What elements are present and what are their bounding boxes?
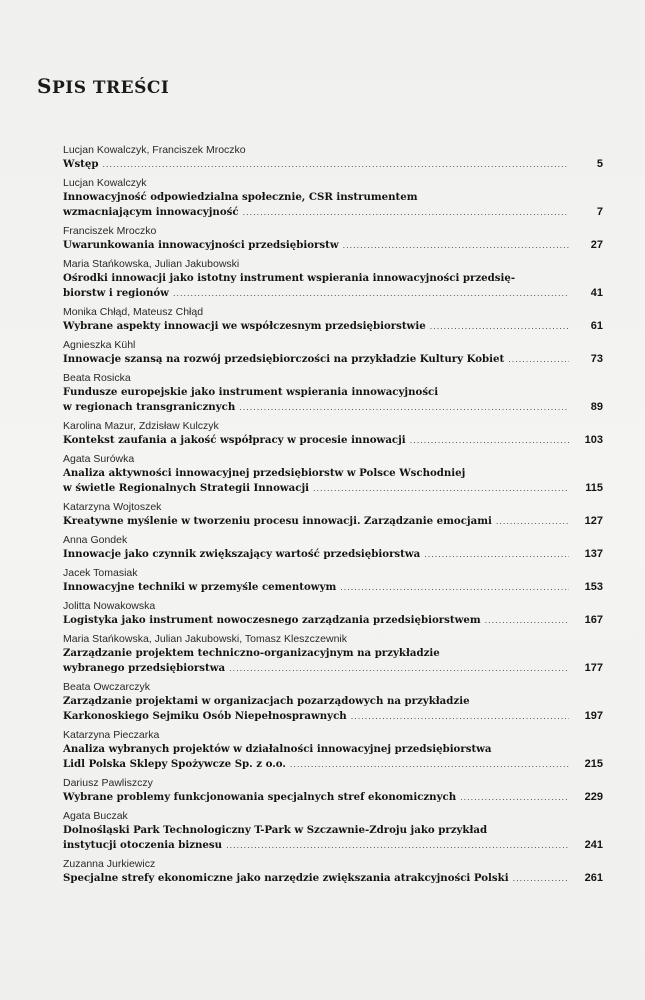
- entry-author: Agata Buczak: [63, 810, 128, 822]
- entry-author: Franciszek Mroczko: [63, 225, 157, 237]
- entry-title-row: [63, 205, 603, 220]
- leader-dots: [430, 319, 569, 334]
- page-number: 27: [590, 239, 603, 251]
- leader-dots: [239, 400, 569, 415]
- leader-dots: [173, 286, 569, 301]
- entry-title-line: Innowacyjne techniki w przemyśle cementowym: [63, 581, 337, 593]
- page-number: 177: [584, 662, 603, 674]
- toc-entry: [63, 257, 603, 301]
- toc-entry: [63, 338, 603, 367]
- toc-entry: [63, 533, 603, 562]
- page-number: 73: [590, 353, 603, 365]
- page-number: 215: [584, 758, 603, 770]
- entry-title-line: Specjalne strefy ekonomiczne jako narzędzie zwiększania atrakcyjności Polski: [63, 872, 509, 884]
- entry-title-line: wzmacniającym innowacyjność: [63, 206, 239, 218]
- entry-author: Jacek Tomasiak: [63, 567, 138, 579]
- page-number: 241: [584, 839, 603, 851]
- entry-title-line: Karkonoskiego Sejmiku Osób Niepełnosprawnych: [63, 710, 347, 722]
- leader-dots: [229, 661, 569, 676]
- entry-title-row: [63, 757, 603, 772]
- leader-dots: [343, 238, 569, 253]
- entry-title-line: Innowacje szansą na rozwój przedsiębiorczości na przykładzie Kultury Kobiet: [63, 353, 505, 365]
- entry-title-row: [63, 238, 603, 253]
- toc-entry: [63, 419, 603, 448]
- leader-dots: [485, 613, 569, 628]
- entry-author: Monika Chłąd, Mateusz Chłąd: [63, 306, 204, 318]
- entry-title-line: Wstęp: [63, 158, 99, 170]
- entry-title-line: Zarządzanie projektami w organizacjach pozarządowych na przykładzie: [63, 695, 470, 707]
- entry-title-row: [63, 580, 603, 595]
- entry-title-line: biorstw i regionów: [63, 287, 169, 299]
- entry-author: Jolitta Nowakowska: [63, 600, 156, 612]
- leader-dots: [508, 352, 569, 367]
- entry-title-line: Analiza aktywności innowacyjnej przedsiębiorstw w Polsce Wschodniej: [63, 467, 466, 479]
- toc-entry: [63, 599, 603, 628]
- entry-title-row: [63, 661, 603, 676]
- leader-dots: [424, 547, 569, 562]
- page-number: 127: [584, 515, 603, 527]
- entry-author: Katarzyna Wojtoszek: [63, 501, 162, 513]
- entry-author: Maria Stańkowska, Julian Jakubowski: [63, 258, 240, 270]
- entry-title-line: Fundusze europejskie jako instrument wspierania innowacyjności: [63, 386, 439, 398]
- toc-entry: [63, 143, 603, 172]
- entry-title-row: [63, 709, 603, 724]
- leader-dots: [340, 580, 569, 595]
- page-number: 103: [584, 434, 603, 446]
- table-of-contents: [63, 143, 603, 890]
- entry-title-row: [63, 481, 603, 496]
- leader-dots: [290, 757, 569, 772]
- entry-title-row: [63, 838, 603, 853]
- page-number: 61: [590, 320, 603, 332]
- leader-dots: [351, 709, 569, 724]
- page-number: 41: [590, 287, 603, 299]
- toc-entry: [63, 500, 603, 529]
- page-number: 5: [596, 158, 603, 170]
- leader-dots: [513, 871, 569, 886]
- toc-entry: [63, 224, 603, 253]
- leader-dots: [243, 205, 569, 220]
- entry-author: Maria Stańkowska, Julian Jakubowski, Tomasz Kleszczewnik: [63, 633, 348, 645]
- toc-entry: [63, 776, 603, 805]
- entry-title-row: [63, 547, 603, 562]
- entry-title-row: [63, 286, 603, 301]
- entry-title-row: [63, 514, 603, 529]
- title-rest: PIS TREŚCI: [51, 78, 170, 98]
- entry-title-line: Ośrodki innowacji jako istotny instrument wspierania innowacyjności przedsię-: [63, 272, 516, 284]
- leader-dots: [313, 481, 569, 496]
- toc-entry: [63, 728, 603, 772]
- entry-title-line: Wybrane problemy funkcjonowania specjalnych stref ekonomicznych: [63, 791, 457, 803]
- entry-author: Anna Gondek: [63, 534, 128, 546]
- toc-entry: [63, 857, 603, 886]
- entry-title-line: Analiza wybranych projektów w działalności innowacyjnej przedsiębiorstwa: [63, 743, 492, 755]
- entry-title-line: Wybrane aspekty innowacji we współczesnym przedsiębiorstwie: [63, 320, 426, 332]
- page-title: [37, 74, 169, 98]
- entry-title-row: [63, 319, 603, 334]
- title-initial: S: [37, 74, 52, 98]
- page-number: 137: [584, 548, 603, 560]
- entry-title-line: w świetle Regionalnych Strategii Innowacji: [63, 482, 310, 494]
- entry-author: Dariusz Pawliszczy: [63, 777, 153, 789]
- leader-dots: [460, 790, 569, 805]
- entry-title-line: Logistyka jako instrument nowoczesnego zarządzania przedsiębiorstwem: [63, 614, 481, 626]
- entry-title-line: instytucji otoczenia biznesu: [63, 839, 223, 851]
- page-number: 167: [584, 614, 603, 626]
- entry-title-line: Kontekst zaufania a jakość współpracy w procesie innowacji: [63, 434, 406, 446]
- entry-title-line: Kreatywne myślenie w tworzeniu procesu innowacji. Zarządzanie emocjami: [63, 515, 492, 527]
- entry-title-line: Zarządzanie projektem techniczno-organizacyjnym na przykładzie: [63, 647, 440, 659]
- entry-title-line: Lidl Polska Sklepy Spożywcze Sp. z o.o.: [63, 758, 286, 770]
- entry-title-line: Dolnośląski Park Technologiczny T-Park w Szczawnie-Zdroju jako przykład: [63, 824, 488, 836]
- page-number: 229: [584, 791, 603, 803]
- toc-entry: [63, 680, 603, 724]
- entry-author: Beata Owczarczyk: [63, 681, 150, 693]
- entry-title-row: [63, 352, 603, 367]
- entry-title-row: [63, 871, 603, 886]
- toc-entry: [63, 371, 603, 415]
- entry-title-line: Innowacje jako czynnik zwiększający wartość przedsiębiorstwa: [63, 548, 421, 560]
- entry-title-row: [63, 433, 603, 448]
- entry-author: Karolina Mazur, Zdzisław Kulczyk: [63, 420, 219, 432]
- page-number: 261: [584, 872, 603, 884]
- page-number: 197: [584, 710, 603, 722]
- page-number: 115: [585, 482, 603, 494]
- entry-title-line: w regionach transgranicznych: [63, 401, 236, 413]
- entry-title-row: [63, 613, 603, 628]
- leader-dots: [410, 433, 569, 448]
- entry-author: Beata Rosicka: [63, 372, 131, 384]
- entry-title-row: [63, 400, 603, 415]
- entry-author: Agnieszka Kühl: [63, 339, 136, 351]
- entry-author: Agata Surówka: [63, 453, 135, 465]
- leader-dots: [103, 157, 570, 172]
- toc-entry: [63, 452, 603, 496]
- toc-entry: [63, 809, 603, 853]
- entry-title-line: Uwarunkowania innowacyjności przedsiębiorstw: [63, 239, 339, 251]
- entry-title-line: Innowacyjność odpowiedzialna społecznie, CSR instrumentem: [63, 191, 418, 203]
- toc-entry: [63, 305, 603, 334]
- toc-entry: [63, 632, 603, 676]
- entry-author: Lucjan Kowalczyk: [63, 177, 147, 189]
- entry-title-row: [63, 157, 603, 172]
- toc-entry: [63, 176, 603, 220]
- leader-dots: [496, 514, 569, 529]
- page-number: 153: [584, 581, 603, 593]
- toc-entry: [63, 566, 603, 595]
- leader-dots: [226, 838, 569, 853]
- entry-author: Katarzyna Pieczarka: [63, 729, 160, 741]
- entry-author: Zuzanna Jurkiewicz: [63, 858, 156, 870]
- entry-title-line: wybranego przedsiębiorstwa: [63, 662, 226, 674]
- entry-author: Lucjan Kowalczyk, Franciszek Mroczko: [63, 144, 246, 156]
- page-number: 7: [596, 206, 603, 218]
- entry-title-row: [63, 790, 603, 805]
- page-number: 89: [590, 401, 603, 413]
